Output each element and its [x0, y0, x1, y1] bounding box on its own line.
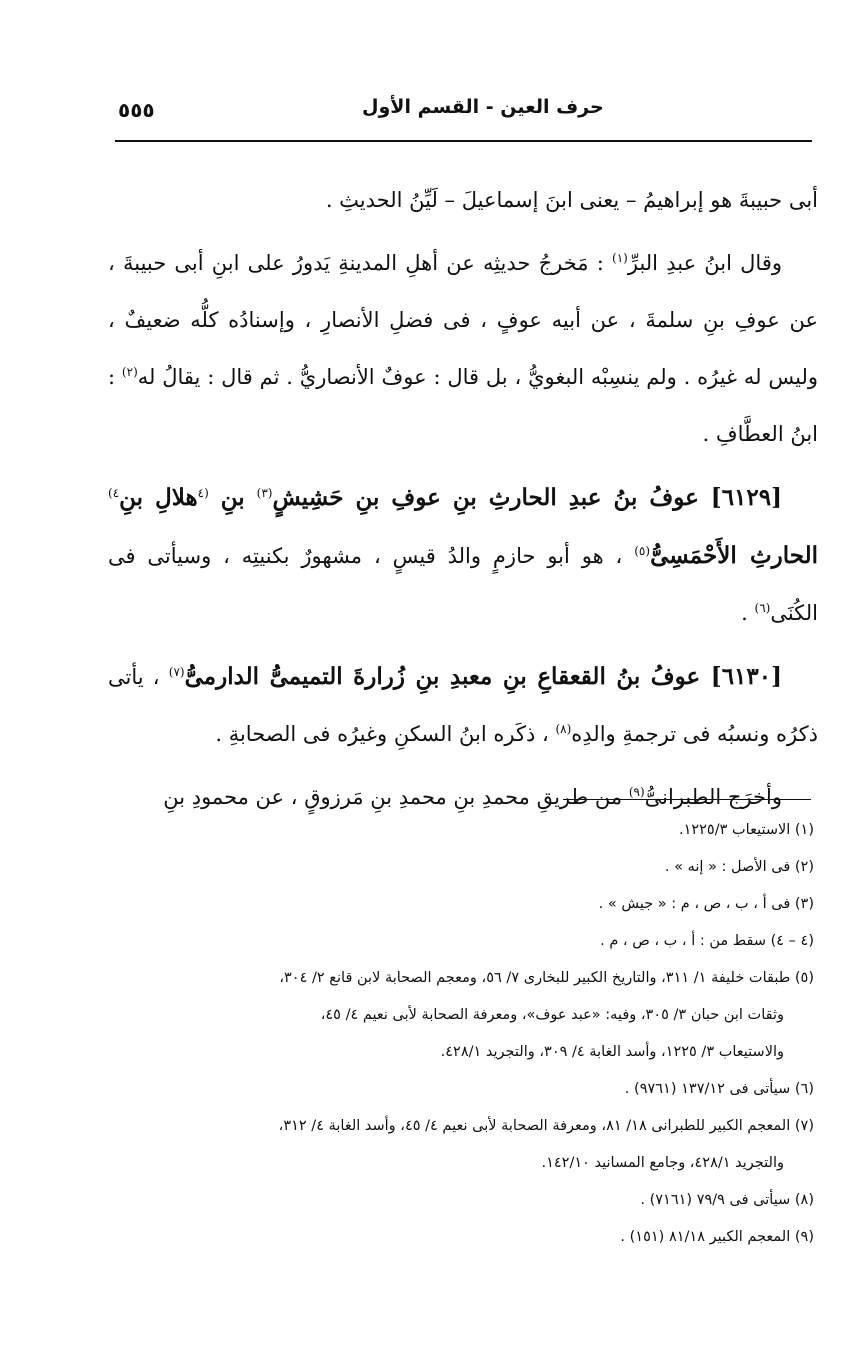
footnote-ref-8[interactable]: (٨)	[555, 722, 572, 736]
footnote-7: (٧) المعجم الكبير للطبرانى ١٨/ ٨١، ومعرفة الصحابة لأبى نعيم ٤/ ٤٥، وأسد الغابة ٤/ ٣١٢،	[278, 1118, 814, 1134]
footnote-ref-7[interactable]: (٧)	[168, 665, 185, 679]
footnote-ref-4-start[interactable]: (٤	[197, 486, 209, 500]
footnote-ref-1[interactable]: (١)	[612, 251, 628, 265]
footnote-2: (٢) فى الأصل : « إنه » .	[664, 859, 814, 875]
footnote-8: (٨) سيأتى فى ٧٩/٩ (٧١٦١) .	[640, 1192, 814, 1208]
footnote-ref-3[interactable]: (٣)	[256, 486, 273, 500]
paragraph-2: وقال ابنُ عبدِ البرِّ$^{(١)}$ : مَخرجُ حديثِه عن أهلِ المدينةِ يَدورُ على ابنِ أبى حبيبةَ ، عن عوفِ بنِ سلمةَ ، عن أبيه عوفٍ ، فى فضلِ الأنصارِ ، وإسنادُه كلُّه ضعيفٌ ، وليس له غيرُه . ولم ينسِبْه البغويُّ ، بل قال : عوفٌ الأنصاريُّ . ثم قال : يقالُ له$^{(٢)}$ : ابنُ العطَّافِ .	[108, 251, 818, 446]
footnote-7-cont: والتجريد ٤٢٨/١، وجامع المسانيد ١٤٢/١٠.	[541, 1155, 784, 1171]
footnote-ref-4-end[interactable]: ٤)	[108, 486, 120, 500]
footnotes	[102, 812, 814, 1256]
entry-title-6130: [٦١٣٠] عوفُ بنُ القعقاعِ بنِ معبدِ بنِ زُرارةَ التميمىُّ الدارمىُّ	[184, 663, 782, 690]
footnote-4: (٤ – ٤) سقط من : أ ، ب ، ص ، م .	[600, 933, 814, 949]
footnote-3: (٣) فى أ ، ب ، ص ، م : « جيش » .	[598, 896, 814, 912]
header-rule	[115, 140, 812, 142]
entry-6129: [٦١٢٩] عوفُ بنُ عبدِ الحارثِ بنِ عوفِ بنِ حَشِيشٍ$^{(٣)}$ بنِ $^{(٤}$هلالِ بنِ$^{٤)}$ الحارثِ الأَحْمَسِىُّ$^{(٥)}$ ، هو أبو حازمٍ والدُ قيسٍ ، مشهورٌ بكنيتِه ، وسيأتى فى الكُنَى$^{(٦)}$ .	[108, 484, 819, 625]
footnote-6: (٦) سيأتى فى ١٣٧/١٢ (٩٧٦١) .	[624, 1081, 814, 1097]
main-text	[108, 172, 818, 832]
footnote-ref-6[interactable]: (٦)	[754, 601, 771, 615]
entry-title-6129: [٦١٢٩] عوفُ بنُ عبدِ الحارثِ بنِ عوفِ بنِ حَشِيشٍ	[272, 484, 782, 511]
page-number: ٥٥٥	[118, 98, 155, 122]
footnote-rule	[563, 799, 811, 800]
running-head: حرف العين - القسم الأول	[362, 96, 604, 118]
footnote-ref-5[interactable]: (٥)	[634, 544, 651, 558]
footnote-ref-9[interactable]: (٩)	[628, 785, 645, 799]
paragraph-1: أبى حبيبةَ هو إبراهيمُ – يعنى ابنَ إسماعيلَ – لَيِّنُ الحديثِ .	[325, 188, 818, 212]
footnote-5-cont: والاستيعاب ٣/ ١٢٢٥، وأسد الغابة ٤/ ٣٠٩، والتجريد ٤٢٨/١.	[440, 1044, 784, 1060]
footnote-1: (١) الاستيعاب ١٢٢٥/٣.	[678, 822, 814, 838]
footnote-5-cont: وثقات ابن حبان ٣/ ٣٠٥، وفيه: «عبد عوف»، ومعرفة الصحابة لأبى نعيم ٤/ ٤٥،	[320, 1007, 784, 1023]
page-header	[112, 92, 812, 134]
footnote-9: (٩) المعجم الكبير ٨١/١٨ (١٥١) .	[620, 1229, 814, 1245]
footnote-5: (٥) طبقات خليفة ١/ ٣١١، والتاريخ الكبير للبخارى ٧/ ٥٦، ومعجم الصحابة لابن قانع ٢/ ٣٠٤،	[279, 970, 814, 986]
entry-6130: [٦١٣٠] عوفُ بنُ القعقاعِ بنِ معبدِ بنِ زُرارةَ التميمىُّ الدارمىُّ$^{(٧)}$ ، يأتى ذكرُه ونسبُه فى ترجمةِ والدِه$^{(٨)}$ ، ذكَره ابنُ السكنِ وغيرُه فى الصحابةِ .	[108, 663, 818, 746]
paragraph-5: وأخرَج الطبرانىُّ$^{(٩)}$ من طريقِ محمدِ بنِ محمدِ بنِ مَرزوقٍ ، عن محمودِ بنِ	[163, 785, 782, 809]
footnote-ref-2[interactable]: (٢)	[121, 365, 138, 379]
